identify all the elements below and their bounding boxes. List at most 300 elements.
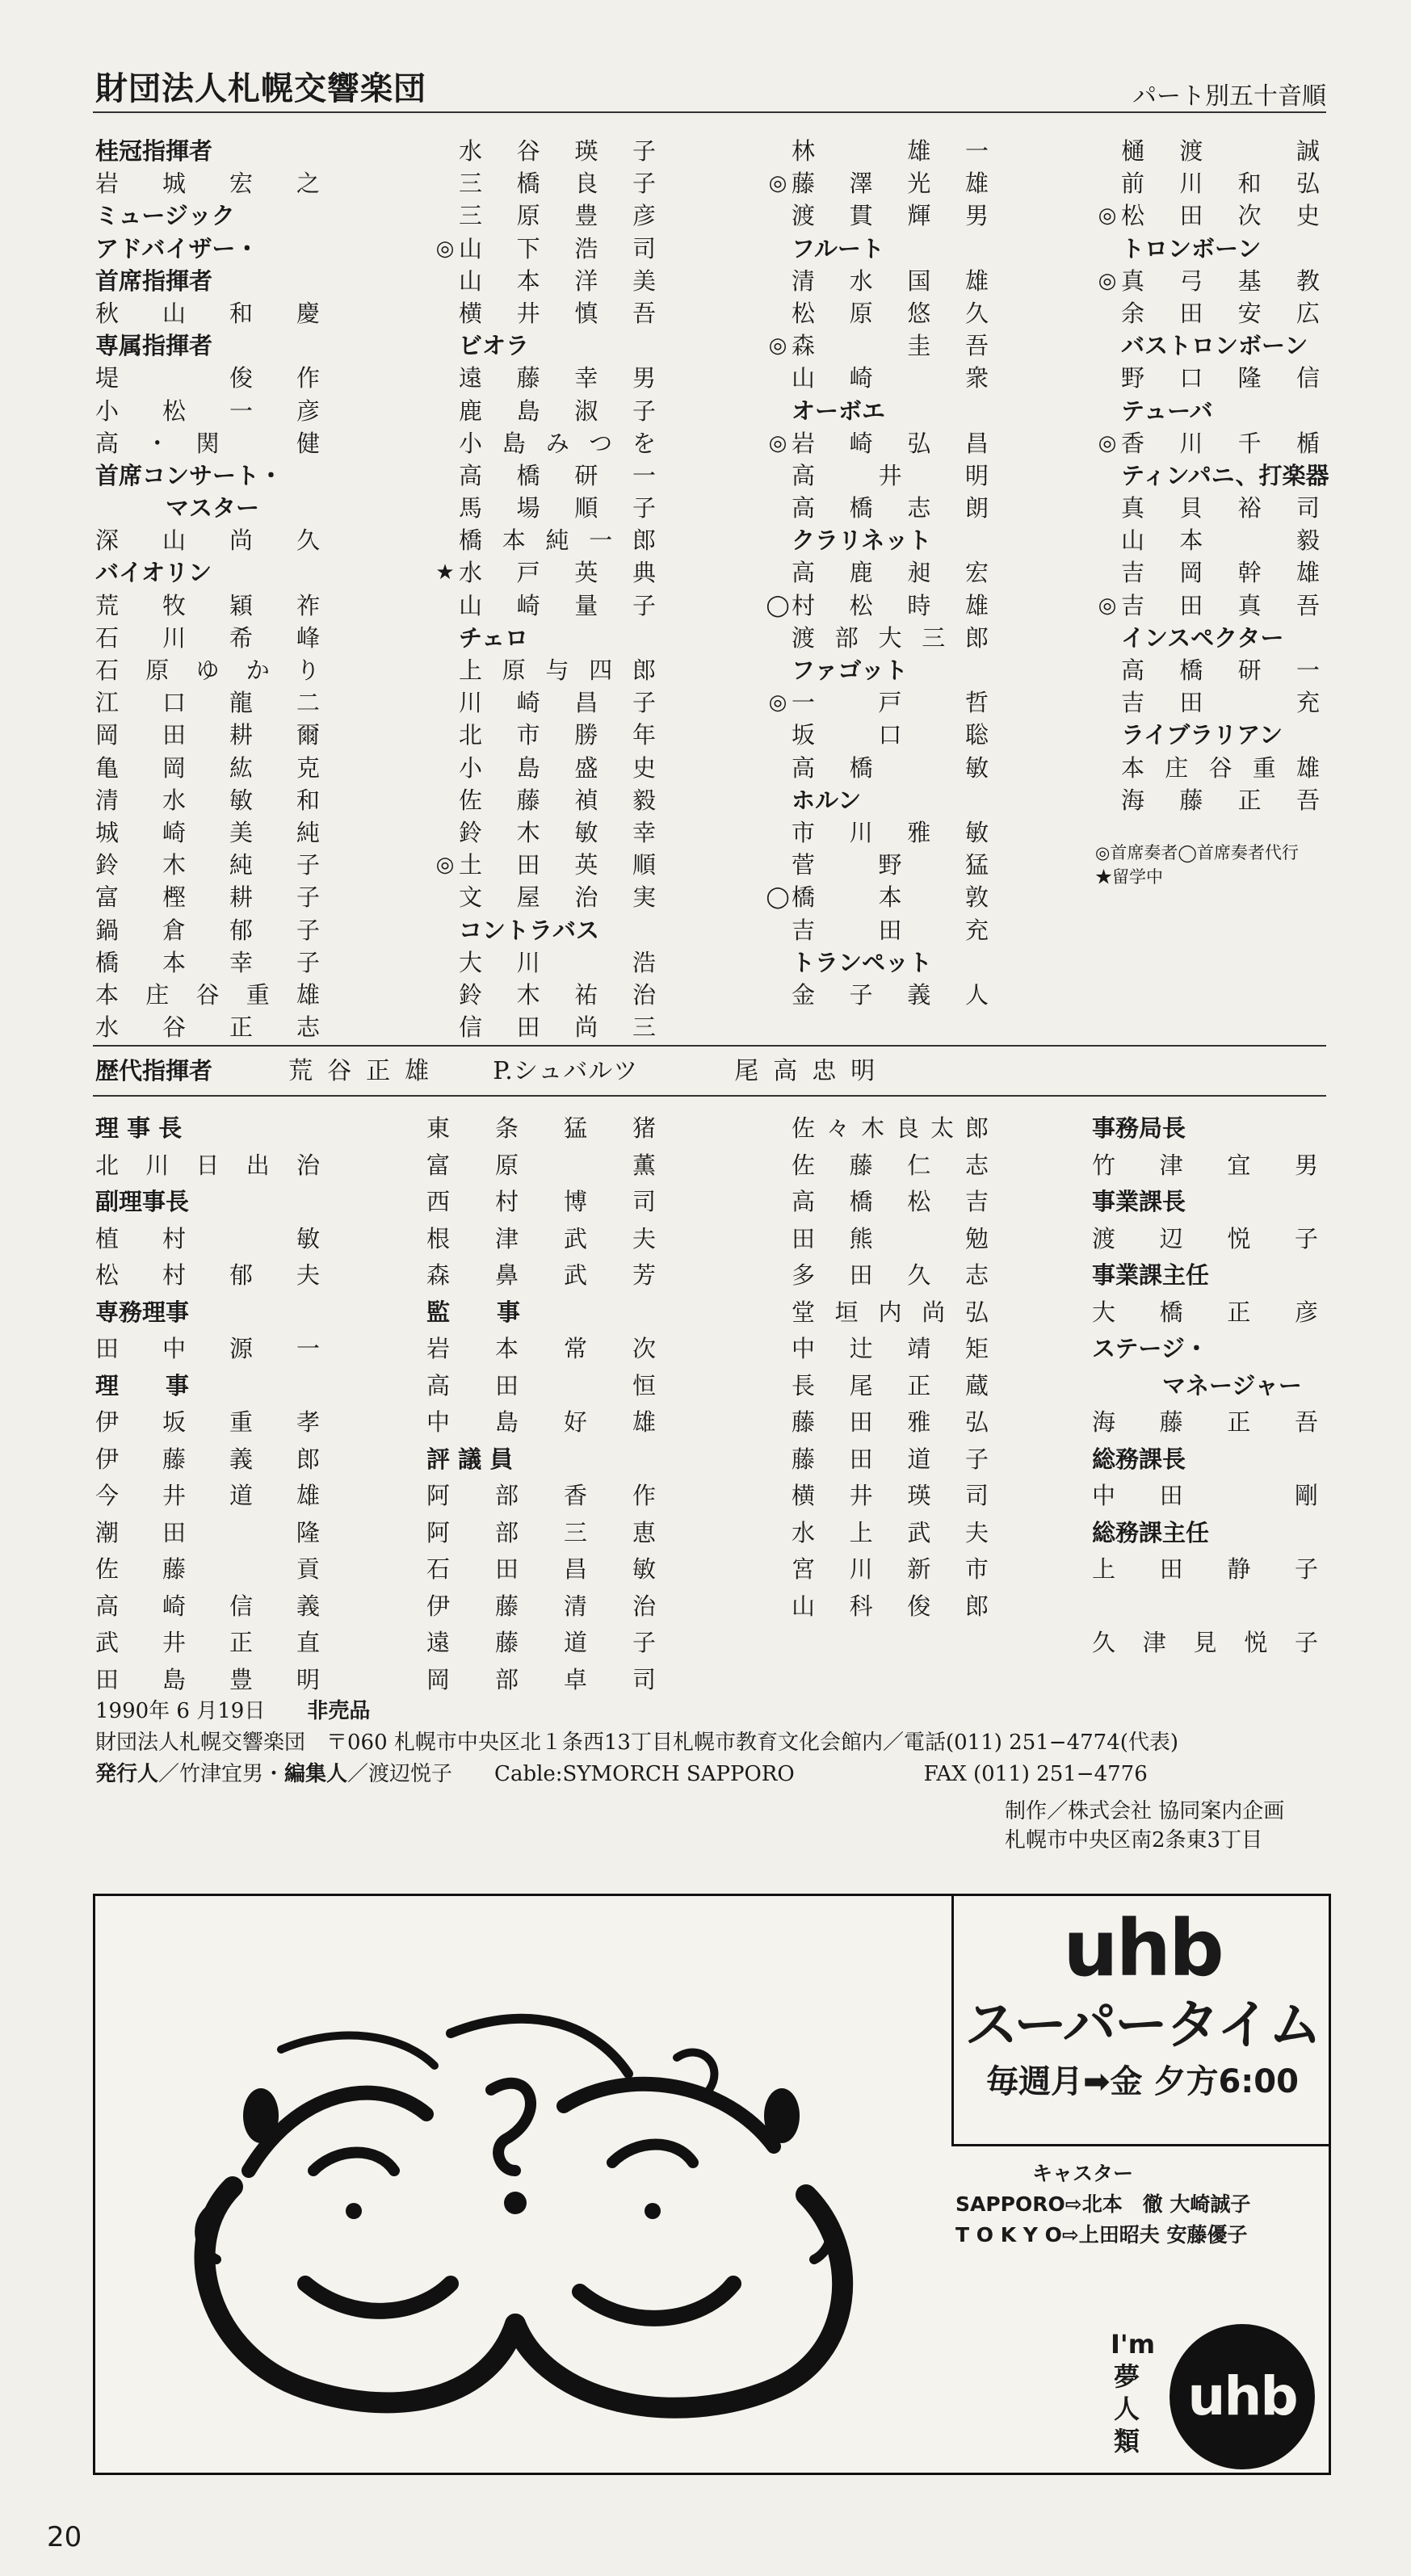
editor-label: 編集人 [284, 1762, 348, 1786]
section-heading: クラリネット [792, 527, 932, 555]
member-name [792, 719, 989, 751]
name-text: 秋山和慶 [95, 299, 320, 327]
name-text: 鈴木敏幸 [459, 818, 656, 846]
name-text: 佐藤 貢 [95, 1555, 320, 1583]
member-name [792, 1257, 989, 1294]
member-name [1098, 427, 1320, 459]
name-text: 海藤正吾 [1092, 1408, 1318, 1436]
member-name [459, 946, 656, 979]
officers-column-2 [426, 1110, 656, 1698]
member-name [426, 1478, 656, 1515]
member-name [459, 135, 656, 167]
name-text: 北市勝年 [459, 721, 656, 749]
name-text: 坂口聡 [792, 721, 989, 749]
past-conductor-3: 尾高忠明 [734, 1057, 890, 1085]
imprint [95, 1696, 1178, 1790]
section-heading: 事務局長 [1092, 1114, 1186, 1142]
section-heading: テューバ [1121, 396, 1213, 425]
name-text: 竹津宜男 [1092, 1151, 1318, 1179]
member-name [435, 556, 656, 589]
program-box [951, 1896, 1331, 2146]
not-for-sale: 非売品 [307, 1699, 371, 1723]
section-heading: バイオリン [95, 559, 212, 587]
name-text: 三原豊彦 [459, 202, 656, 230]
past-conductors-label: 歴代指揮者 [95, 1057, 213, 1085]
rank-mark-icon: ★ [435, 560, 455, 585]
name-text: 一戸哲 [792, 689, 989, 717]
name-text: 岩本常次 [426, 1335, 656, 1362]
member-name [1121, 362, 1320, 394]
name-text: 村松時雄 [792, 591, 989, 619]
name-text: 上原与四郎 [459, 657, 656, 684]
member-name [459, 784, 656, 816]
member-name [95, 979, 320, 1011]
section-heading: 理 事 [95, 1371, 190, 1399]
member-name [459, 589, 656, 622]
member-name [1121, 492, 1320, 524]
officers-column-3 [792, 1110, 989, 1625]
production-company: 制作／株式会社 協同案内企画 [1005, 1799, 1285, 1823]
name-text: 山崎量子 [459, 591, 656, 619]
section-heading: 総務課主任 [1092, 1518, 1210, 1546]
name-text: 山本洋美 [459, 266, 656, 295]
name-text: 三橋良子 [459, 170, 656, 198]
name-text: 文屋治実 [459, 883, 656, 912]
name-text: 樋渡 誠 [1121, 137, 1320, 165]
member-name [95, 784, 320, 816]
member-name [459, 362, 656, 394]
section-heading: トランペット [792, 948, 933, 976]
member-name [459, 686, 656, 719]
name-text: 吉岡幹雄 [1121, 559, 1320, 587]
orchestra-column-1 [95, 135, 320, 1043]
member-name [1092, 1551, 1318, 1588]
member-name [1092, 1294, 1318, 1332]
name-text: 佐藤仁志 [792, 1151, 989, 1179]
member-name [792, 622, 989, 654]
section-heading: 事業課主任 [1092, 1261, 1210, 1289]
name-text: 田島豊明 [95, 1665, 320, 1693]
name-text: 中辻靖矩 [792, 1335, 989, 1362]
rank-mark-icon: ◎ [435, 236, 455, 261]
rank-mark-icon: ◎ [768, 430, 787, 455]
rank-mark-icon: ◎ [768, 690, 787, 715]
publisher-label: 発行人 [95, 1762, 159, 1786]
name-text: 松村郁夫 [95, 1261, 320, 1289]
member-name [1092, 1147, 1318, 1185]
header-rule [93, 111, 1326, 113]
member-name [95, 622, 320, 654]
name-text: 中田 剛 [1092, 1482, 1318, 1509]
member-name [792, 135, 989, 167]
name-text: 岩城宏之 [95, 170, 320, 198]
name-text: 高田 恒 [426, 1371, 656, 1399]
name-text: 城崎美純 [95, 818, 320, 846]
name-text: 堤 俊作 [95, 364, 320, 392]
uhb-logo: uhb [1063, 1903, 1222, 1994]
member-name [792, 1110, 989, 1147]
spacer [1092, 1588, 1318, 1626]
name-text: 鍋倉郁子 [95, 916, 320, 944]
name-text: 山崎 衆 [792, 364, 989, 392]
member-name [1092, 1404, 1318, 1441]
name-text: 藤澤光雄 [792, 170, 989, 198]
member-name [792, 1588, 989, 1626]
name-text: 渡貫輝男 [792, 202, 989, 230]
member-name [95, 297, 320, 329]
section-heading: ファゴット [792, 657, 908, 684]
name-text: 水谷正志 [95, 1013, 320, 1042]
member-name [95, 719, 320, 751]
member-name [1121, 524, 1320, 556]
program-title: スーパータイム [964, 1994, 1321, 2056]
member-name [768, 686, 989, 719]
section-heading: ティンパニ、打楽器 [1121, 461, 1329, 489]
section-heading: マスター [95, 494, 260, 522]
name-text: 宮川新市 [792, 1555, 989, 1583]
member-name [459, 816, 656, 849]
name-text: 荒牧穎祚 [95, 591, 320, 619]
name-text: 潮田 隆 [95, 1518, 320, 1546]
publisher-address: 財団法人札幌交響楽団 〒060 札幌市中央区北１条西13丁目札幌市教育文化会館内／電話(011) 251−4774(代表) [95, 1731, 1179, 1755]
section-heading: インスペクター [1121, 623, 1284, 652]
member-name [435, 849, 656, 881]
member-name [459, 654, 656, 686]
rank-mark-icon: ◎ [1098, 203, 1117, 229]
section-heading: 評 議 員 [426, 1445, 514, 1473]
section-heading: 総務課長 [1092, 1445, 1186, 1473]
member-name [1098, 199, 1320, 232]
member-name [95, 395, 320, 427]
member-name [766, 881, 989, 913]
member-name [426, 1257, 656, 1294]
section-heading: 桂冠指揮者 [95, 137, 213, 165]
name-text: 金子義人 [792, 980, 989, 1009]
member-name [1098, 589, 1320, 622]
name-text: 山科俊郎 [792, 1592, 989, 1620]
section-heading: フルート [792, 234, 884, 262]
member-name [792, 556, 989, 589]
section-heading: ホルン [792, 786, 862, 814]
name-text: 小島盛史 [459, 753, 656, 782]
section-heading: 理 事 長 [95, 1114, 183, 1142]
member-name [792, 1404, 989, 1441]
member-name [792, 1221, 989, 1258]
member-name [95, 1551, 320, 1588]
member-name [768, 167, 989, 199]
name-text: 岩崎弘昌 [792, 429, 989, 457]
name-text: 橋本敦 [792, 883, 989, 912]
member-name [792, 914, 989, 946]
section-heading: トロンボーン [1121, 234, 1262, 262]
name-text: 田熊 勉 [792, 1224, 989, 1252]
section-heading: 事業課長 [1092, 1188, 1186, 1215]
section-heading: 専務理事 [95, 1298, 190, 1326]
section-heading: チェロ [459, 623, 529, 652]
name-text: 石田昌敏 [426, 1555, 656, 1583]
member-name [792, 199, 989, 232]
legend-study-abroad: ★留学中 [1095, 867, 1163, 887]
member-name [426, 1147, 656, 1185]
rank-mark-icon: ◯ [766, 885, 790, 910]
past-conductor-2: P.シュバルツ [493, 1057, 639, 1085]
program-schedule: 毎週月➡金 夕方6:00 [986, 2063, 1299, 2100]
member-name [1121, 556, 1320, 589]
name-text: 吉田 充 [1121, 689, 1320, 717]
section-heading: アドバイザー・ [95, 234, 259, 262]
member-name [95, 654, 320, 686]
member-name [1092, 1625, 1318, 1662]
name-text: 橋本純一郎 [459, 527, 656, 555]
name-text: 森 圭吾 [792, 332, 989, 360]
name-text: 藤田道子 [792, 1445, 989, 1473]
orchestra-column-4 [1098, 135, 1329, 816]
member-name [1121, 784, 1320, 816]
section-heading: 首席コンサート・ [95, 461, 283, 489]
name-text: 鹿島淑子 [459, 396, 656, 425]
name-text: 横井瑛司 [792, 1482, 989, 1509]
name-text: 阿部香作 [426, 1482, 656, 1509]
name-text: 富樫耕子 [95, 883, 320, 912]
rank-mark-icon: ◎ [768, 171, 787, 196]
name-text: 土田英順 [459, 851, 656, 879]
member-name [459, 524, 656, 556]
section-heading: マネージャー [1092, 1371, 1302, 1399]
section-heading: ライブラリアン [1121, 721, 1283, 749]
caster-tokyo: T O K Y O⇨上田昭夫 安藤優子 [955, 2223, 1248, 2247]
section-heading: 監 事 [426, 1298, 521, 1326]
brush-faces-illustration [111, 1904, 919, 2469]
rank-mark-icon: ◎ [435, 853, 455, 878]
name-text: 多田久志 [792, 1261, 989, 1289]
name-text: 大川 浩 [459, 948, 656, 976]
member-name [426, 1184, 656, 1221]
name-text: 本庄谷重雄 [1121, 753, 1320, 782]
member-name [426, 1110, 656, 1147]
member-name [95, 362, 320, 394]
name-text: 馬場順子 [459, 494, 656, 522]
section-heading: ビオラ [459, 332, 530, 360]
member-name [459, 427, 656, 459]
member-name [792, 1551, 989, 1588]
name-text: 水戸英典 [459, 559, 656, 587]
member-name [1121, 686, 1320, 719]
name-text: 江口龍二 [95, 689, 320, 717]
name-text: 小島みつを [459, 429, 656, 457]
name-text: 鈴木祐治 [459, 980, 656, 1009]
member-name [792, 1184, 989, 1221]
member-name [459, 395, 656, 427]
name-text: 高橋 敏 [792, 753, 989, 782]
name-text: 渡部大三郎 [792, 623, 989, 652]
member-name [459, 199, 656, 232]
member-name [459, 719, 656, 751]
member-name [792, 816, 989, 849]
name-text: 武井正直 [95, 1629, 320, 1656]
name-text: 海藤正吾 [1121, 786, 1320, 814]
member-name [768, 329, 989, 362]
name-text: 上田静子 [1092, 1555, 1318, 1583]
name-text: 今井道雄 [95, 1482, 320, 1509]
section-heading: オーボエ [792, 396, 886, 425]
name-text: 松田次史 [1121, 202, 1320, 230]
name-text: 林 雄一 [792, 137, 989, 165]
member-name [459, 979, 656, 1011]
member-name [1098, 265, 1320, 297]
name-text: 遠藤道子 [426, 1629, 656, 1656]
member-name [459, 752, 656, 784]
rank-mark-icon: ◎ [768, 334, 787, 359]
name-text: 長尾正蔵 [792, 1371, 989, 1399]
member-name [95, 1331, 320, 1368]
member-name [95, 914, 320, 946]
legend [1095, 836, 1299, 889]
officers-column-1 [95, 1110, 320, 1698]
publisher-name: ／竹津宜男・ [158, 1762, 285, 1786]
name-text: 田中源一 [95, 1335, 320, 1362]
caster-list [955, 2159, 1250, 2251]
name-text: 香川千楯 [1121, 429, 1320, 457]
member-name [426, 1588, 656, 1626]
past-conductor-1: 荒谷正雄 [288, 1057, 444, 1085]
section-heading: バストロンボーン [1121, 332, 1308, 360]
page-title: 財団法人札幌交響楽団 [95, 70, 426, 107]
name-text: 大橋正彦 [1092, 1298, 1318, 1326]
member-name [792, 1368, 989, 1405]
member-name [95, 752, 320, 784]
name-text: 清水国雄 [792, 266, 989, 295]
member-name [95, 946, 320, 979]
section-heading: 首席指揮者 [95, 266, 213, 295]
section-heading: 副理事長 [95, 1188, 190, 1215]
member-name [426, 1404, 656, 1441]
officers-column-4 [1092, 1110, 1318, 1662]
member-name [1092, 1221, 1318, 1258]
member-name [792, 752, 989, 784]
name-text: 西村博司 [426, 1188, 656, 1215]
name-text: 水谷瑛子 [459, 137, 656, 165]
member-name [95, 167, 320, 199]
member-name [95, 881, 320, 913]
uhb-advertisement [93, 1894, 1331, 2475]
legend-principal: ◎首席奏者◯首席奏者代行 [1095, 843, 1299, 862]
name-text: 伊藤義郎 [95, 1445, 320, 1473]
member-name [95, 849, 320, 881]
rank-mark-icon: ◎ [1098, 430, 1117, 455]
name-text: 吉田真吾 [1121, 591, 1320, 619]
member-name [459, 1011, 656, 1043]
member-name [792, 979, 989, 1011]
member-name [426, 1221, 656, 1258]
name-text: 水上武夫 [792, 1518, 989, 1546]
name-text: 北川日出治 [95, 1151, 320, 1179]
member-name [1121, 654, 1320, 686]
member-name [459, 881, 656, 913]
member-name [95, 1588, 320, 1626]
member-name [95, 1011, 320, 1043]
caster-label: キャスター [1032, 2162, 1134, 2185]
name-text: 真貝裕司 [1121, 494, 1320, 522]
member-name [792, 297, 989, 329]
member-name [95, 816, 320, 849]
name-text: 横井慎吾 [459, 299, 656, 327]
section-heading: 専属指揮者 [95, 332, 213, 360]
uhb-badge-logo: uhb [1170, 2324, 1315, 2469]
member-name [426, 1515, 656, 1552]
name-text: 佐藤禎毅 [459, 786, 656, 814]
name-text: 野口隆信 [1121, 364, 1320, 392]
member-name [426, 1662, 656, 1699]
name-text: 清水敏和 [95, 786, 320, 814]
caster-sapporo: SAPPORO⇨北本 徹 大崎誠子 [955, 2192, 1251, 2216]
rank-mark-icon: ◯ [766, 593, 790, 618]
member-name [766, 589, 989, 622]
name-text: 藤田雅弘 [792, 1408, 989, 1436]
member-name [459, 265, 656, 297]
name-text: 堂垣内尚弘 [792, 1298, 989, 1326]
name-text: 阿部三恵 [426, 1518, 656, 1546]
member-name [1121, 167, 1320, 199]
section-heading: ステージ・ [1092, 1335, 1208, 1362]
member-name [95, 1662, 320, 1699]
name-text: 森鼻武芳 [426, 1261, 656, 1289]
member-name [768, 427, 989, 459]
page-number: 20 [47, 2521, 82, 2553]
name-text: 深山尚久 [95, 527, 320, 555]
member-name [95, 1257, 320, 1294]
member-name [426, 1368, 656, 1405]
name-text: 小松一彦 [95, 396, 320, 425]
member-name [95, 1147, 320, 1185]
name-text: 市川雅敏 [792, 818, 989, 846]
orchestra-column-2 [435, 135, 656, 1043]
member-name [792, 492, 989, 524]
name-text: 橋本幸子 [95, 948, 320, 976]
fax-number: FAX (011) 251−4776 [923, 1762, 1148, 1786]
name-text: 伊藤清治 [426, 1592, 656, 1620]
rank-mark-icon: ◎ [1098, 268, 1117, 293]
member-name [459, 459, 656, 492]
member-name [95, 1221, 320, 1258]
production-credit [1005, 1797, 1284, 1855]
member-name [1121, 752, 1320, 784]
name-text: 松原悠久 [792, 299, 989, 327]
name-text: 前川和弘 [1121, 170, 1320, 198]
name-text: 亀岡紘克 [95, 753, 320, 782]
member-name [95, 1625, 320, 1662]
name-text: 高鹿昶宏 [792, 559, 989, 587]
name-text: 吉田充 [792, 916, 989, 944]
name-text: 石原ゆかり [95, 657, 320, 684]
name-text: 高橋研一 [459, 461, 656, 489]
name-text: 高橋志朗 [792, 494, 989, 522]
history-bottom-rule [93, 1095, 1326, 1097]
member-name [426, 1625, 656, 1662]
name-text: 余田安広 [1121, 299, 1320, 327]
member-name [95, 589, 320, 622]
section-heading: ミュージック [95, 202, 235, 230]
past-conductors [95, 1047, 889, 1095]
member-name [792, 1331, 989, 1368]
production-address: 札幌市中央区南2条東3丁目 [1005, 1828, 1263, 1852]
member-name [95, 524, 320, 556]
name-text: 岡田耕爾 [95, 721, 320, 749]
name-text: 高橋研一 [1121, 657, 1320, 684]
member-name [459, 297, 656, 329]
member-name [792, 265, 989, 297]
member-name [1121, 135, 1320, 167]
name-text: 高崎信義 [95, 1592, 320, 1620]
